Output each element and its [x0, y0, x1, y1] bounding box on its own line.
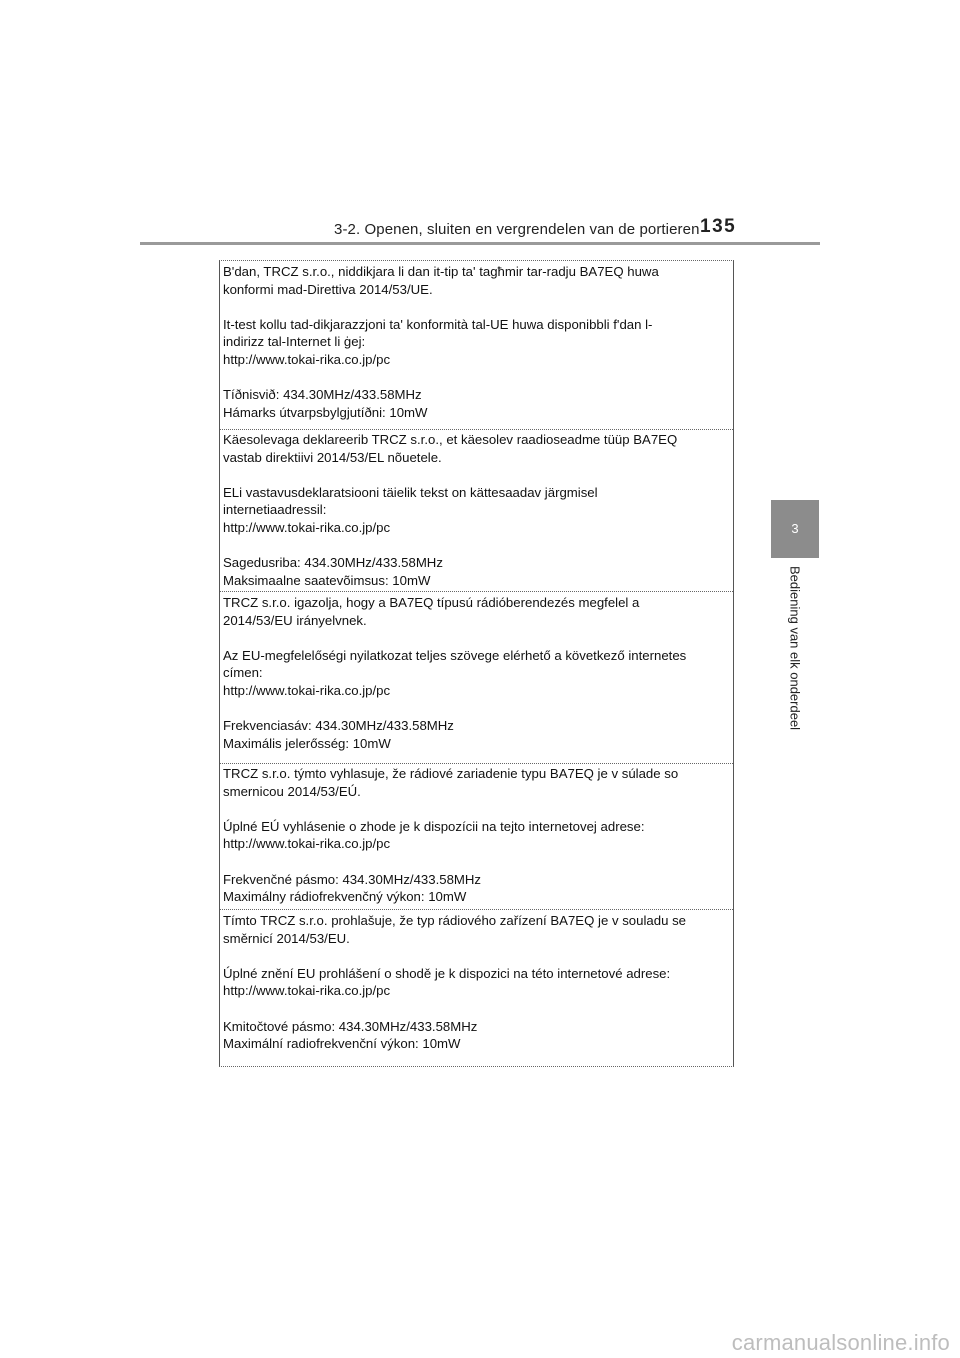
declaration-table	[219, 260, 734, 1067]
section-line: Maximální radiofrekvenční výkon: 10mW	[223, 1036, 461, 1052]
declaration-section-hungarian	[220, 594, 733, 752]
chapter-tab	[771, 500, 819, 558]
section-line: Käesolevaga deklareerib TRCZ s.r.o., et käesolev raadioseadme tüüp BA7EQ	[223, 432, 678, 447]
section-line: Frekvenciasáv: 434.30MHz/433.58MHz	[223, 718, 454, 734]
section-divider	[220, 909, 733, 910]
section-divider	[220, 763, 733, 764]
section-line: Az EU-megfelelőségi nyilatkozat teljes szövege elérhető a következő internetes	[223, 647, 687, 663]
section-line: TRCZ s.r.o. týmto vyhlasuje, že rádiové zariadenie typu BA7EQ je v súlade so	[223, 766, 679, 781]
section-line: Sagedusriba: 434.30MHz/433.58MHz	[223, 555, 443, 571]
section-url: http://www.tokai-rika.co.jp/pc	[223, 519, 391, 535]
page-header	[140, 212, 820, 246]
section-line: TRCZ s.r.o. igazolja, hogy a BA7EQ típusú rádióberendezés megfelel a	[223, 595, 640, 610]
chapter-label-text: Bediening van elk onderdeel	[787, 566, 803, 731]
site-watermark: carmanualsonline.info	[731, 1330, 950, 1355]
section-line: Úplné EÚ vyhlásenie o zhode je k dispozícii na tejto internetovej adrese:	[223, 818, 645, 834]
section-title: 3-2. Openen, sluiten en vergrendelen van de portieren	[334, 221, 700, 238]
section-line: internetiaadressil:	[223, 502, 327, 518]
section-line: It-test kollu tad-dikjarazzjoni ta' konformità tal-UE huwa disponibbli f'dan l-	[223, 316, 653, 332]
section-url: http://www.tokai-rika.co.jp/pc	[223, 983, 391, 999]
section-line: Kmitočtové pásmo: 434.30MHz/433.58MHz	[223, 1018, 478, 1034]
section-line: címen:	[223, 665, 263, 681]
header-rule	[140, 242, 820, 245]
page-number: 135	[700, 216, 737, 237]
section-divider	[220, 591, 733, 592]
section-line: Úplné znění EU prohlášení o shodě je k dispozici na této internetové adrese:	[223, 965, 671, 981]
section-url: http://www.tokai-rika.co.jp/pc	[223, 836, 391, 852]
section-url: http://www.tokai-rika.co.jp/pc	[223, 351, 391, 367]
section-line: indirizz tal-Internet li ġej:	[223, 334, 366, 350]
section-line: B'dan, TRCZ s.r.o., niddikjara li dan it-tip ta' tagħmir tar-radju BA7EQ huwa	[223, 264, 659, 279]
section-line: Tíðnisvið: 434.30MHz/433.58MHz	[223, 387, 422, 403]
section-line: směrnicí 2014/53/EU.	[223, 930, 350, 946]
section-line: smernicou 2014/53/EÚ.	[223, 783, 361, 799]
chapter-label	[771, 558, 819, 758]
section-line: Tímto TRCZ s.r.o. prohlašuje, že typ rádiového zařízení BA7EQ je v souladu se	[223, 913, 686, 928]
declaration-section-maltese	[220, 263, 733, 421]
declaration-section-estonian	[220, 431, 733, 589]
section-line: Maximális jelerősség: 10mW	[223, 735, 391, 751]
section-divider	[220, 429, 733, 430]
section-line: konformi mad-Direttiva 2014/53/UE.	[223, 281, 433, 297]
section-line: 2014/53/EU irányelvnek.	[223, 612, 367, 628]
section-line: ELi vastavusdeklaratsiooni täielik tekst on kättesaadav järgmisel	[223, 484, 598, 500]
section-line: vastab direktiivi 2014/53/EL nõuetele.	[223, 449, 442, 465]
section-line: Hámarks útvarpsbylgjutíðni: 10mW	[223, 404, 428, 420]
section-line: Maximálny rádiofrekvenčný výkon: 10mW	[223, 889, 467, 905]
section-line: Maksimaalne saatevõimsus: 10mW	[223, 572, 431, 588]
section-url: http://www.tokai-rika.co.jp/pc	[223, 682, 391, 698]
section-line: Frekvenčné pásmo: 434.30MHz/433.58MHz	[223, 871, 482, 887]
declaration-section-czech	[220, 912, 733, 1053]
chapter-number: 3	[791, 521, 799, 536]
declaration-section-slovak	[220, 765, 733, 906]
